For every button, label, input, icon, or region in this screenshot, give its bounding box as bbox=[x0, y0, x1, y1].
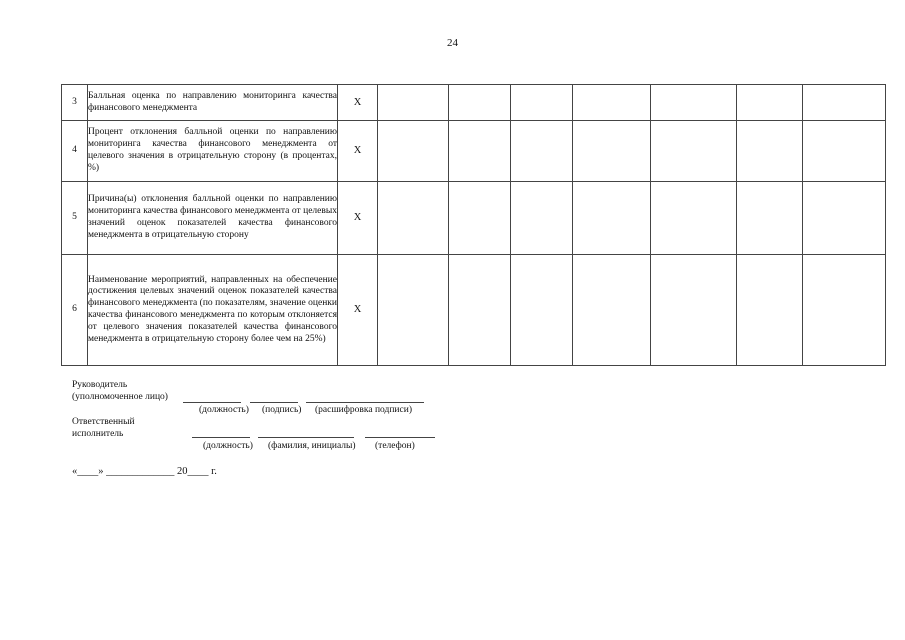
head-caption-decoding: (расшифровка подписи) bbox=[315, 405, 412, 415]
executor-label: Ответственный bbox=[72, 417, 135, 427]
empty-cell bbox=[803, 121, 886, 182]
empty-cell bbox=[737, 85, 803, 121]
row-number: 6 bbox=[62, 255, 88, 366]
empty-cell bbox=[737, 121, 803, 182]
page-number: 24 bbox=[447, 37, 458, 49]
row-number: 4 bbox=[62, 121, 88, 182]
empty-cell bbox=[449, 85, 511, 121]
head-label: Руководитель bbox=[72, 380, 128, 390]
head-sublabel: (уполномоченное лицо) bbox=[72, 392, 168, 402]
table-row bbox=[62, 121, 886, 182]
empty-cell bbox=[378, 85, 449, 121]
row-description: Балльная оценка по направлению мониторинга качества финансового менеджмента bbox=[88, 85, 338, 121]
table-row bbox=[62, 255, 886, 366]
empty-cell bbox=[511, 182, 573, 255]
row-mark: X bbox=[338, 121, 378, 182]
empty-cell bbox=[651, 85, 737, 121]
empty-cell bbox=[803, 255, 886, 366]
empty-cell bbox=[803, 182, 886, 255]
row-description: Процент отклонения балльной оценки по направлению мониторинга качества финансового менеджмента от целевого значения в отрицательную сторону (в процентах, %) bbox=[88, 121, 338, 182]
executor-sublabel: исполнитель bbox=[72, 429, 124, 439]
head-caption-position: (должность) bbox=[199, 405, 249, 415]
row-mark: X bbox=[338, 255, 378, 366]
head-position-line bbox=[183, 402, 241, 403]
empty-cell bbox=[651, 121, 737, 182]
row-description: Наименование мероприятий, направленных на обеспечение достижения целевых значений оценок показателей качества финансового менеджмента (по показателям, значение оценки качества финансового менеджмента по которым отклоняется от целевого значения показателей качества финансового менеджмента в отрицательную сторону более чем на 25%) bbox=[88, 255, 338, 366]
report-table bbox=[61, 84, 886, 366]
empty-cell bbox=[651, 255, 737, 366]
row-mark: X bbox=[338, 85, 378, 121]
empty-cell bbox=[378, 182, 449, 255]
empty-cell bbox=[449, 255, 511, 366]
empty-cell bbox=[449, 182, 511, 255]
empty-cell bbox=[573, 182, 651, 255]
empty-cell bbox=[573, 255, 651, 366]
table-row bbox=[62, 85, 886, 121]
empty-cell bbox=[573, 85, 651, 121]
empty-cell bbox=[449, 121, 511, 182]
empty-cell bbox=[378, 255, 449, 366]
executor-phone-line bbox=[365, 437, 435, 438]
empty-cell bbox=[737, 255, 803, 366]
executor-caption-position: (должность) bbox=[203, 441, 253, 451]
empty-cell bbox=[511, 85, 573, 121]
head-decoding-line bbox=[306, 402, 424, 403]
executor-position-line bbox=[192, 437, 250, 438]
empty-cell bbox=[511, 255, 573, 366]
row-mark: X bbox=[338, 182, 378, 255]
head-signature-line bbox=[250, 402, 298, 403]
executor-name-line bbox=[258, 437, 354, 438]
empty-cell bbox=[737, 182, 803, 255]
empty-cell bbox=[378, 121, 449, 182]
row-number: 5 bbox=[62, 182, 88, 255]
executor-caption-name: (фамилия, инициалы) bbox=[268, 441, 356, 451]
empty-cell bbox=[651, 182, 737, 255]
row-description: Причина(ы) отклонения балльной оценки по направлению мониторинга качества финансового менеджмента от целевых значений оценок показателей качества финансового менеджмента в отрицательную сторону bbox=[88, 182, 338, 255]
empty-cell bbox=[803, 85, 886, 121]
table-row bbox=[62, 182, 886, 255]
empty-cell bbox=[573, 121, 651, 182]
row-number: 3 bbox=[62, 85, 88, 121]
executor-caption-phone: (телефон) bbox=[375, 441, 415, 451]
empty-cell bbox=[511, 121, 573, 182]
head-caption-signature: (подпись) bbox=[262, 405, 302, 415]
date-line: «____» _____________ 20____ г. bbox=[72, 466, 217, 477]
